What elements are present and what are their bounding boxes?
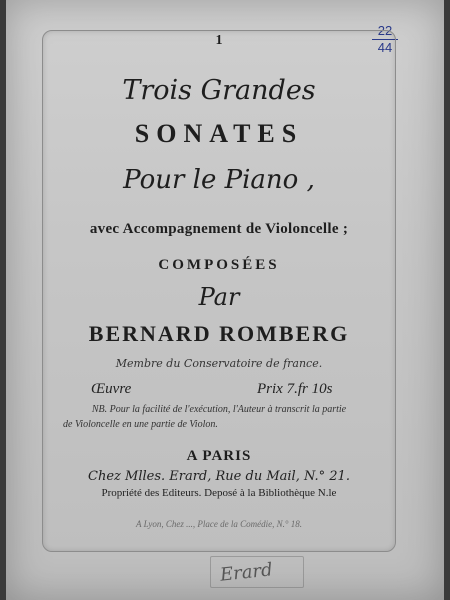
title-line-1: Trois Grandes — [122, 75, 316, 106]
note-line-2: de Violoncelle en une partie de Violon. — [63, 419, 218, 430]
title-line-3: Pour le Piano , — [123, 165, 315, 195]
note-line-1: NB. Pour la facilité de l'exécution, l'Auteur à transcrit la partie — [91, 404, 347, 415]
city-label: A PARIS — [186, 448, 252, 464]
publisher-line: Chez Mlles. Erard, Rue du Mail, N.° 21. — [88, 469, 350, 484]
rights-line: Propriété des Editeurs. Deposé à la Bibliothèque N.le — [101, 487, 337, 499]
composer-name: BERNARD ROMBERG — [88, 321, 350, 346]
composees-label: COMPOSÉES — [158, 257, 280, 273]
title-line-2: SONATES — [134, 119, 304, 148]
engraved-plate — [42, 30, 396, 552]
shelf-mark-top: 22 — [377, 23, 393, 38]
price-label: Prix 7.fr 10s — [257, 381, 333, 397]
oeuvre-label: Œuvre — [91, 381, 132, 397]
subtitle: avec Accompagnement de Violoncelle ; — [89, 221, 349, 237]
title-page — [6, 0, 444, 600]
publisher-signature: Erard — [219, 559, 274, 586]
membership-line: Membre du Conservatoire de france. — [115, 357, 323, 370]
shelf-mark-bottom: 44 — [377, 40, 393, 55]
par-label: Par — [198, 283, 240, 311]
footer-small: A Lyon, Chez ..., Place de la Comédie, N.° 18. — [136, 519, 302, 529]
opus-number: 1 — [215, 33, 223, 48]
